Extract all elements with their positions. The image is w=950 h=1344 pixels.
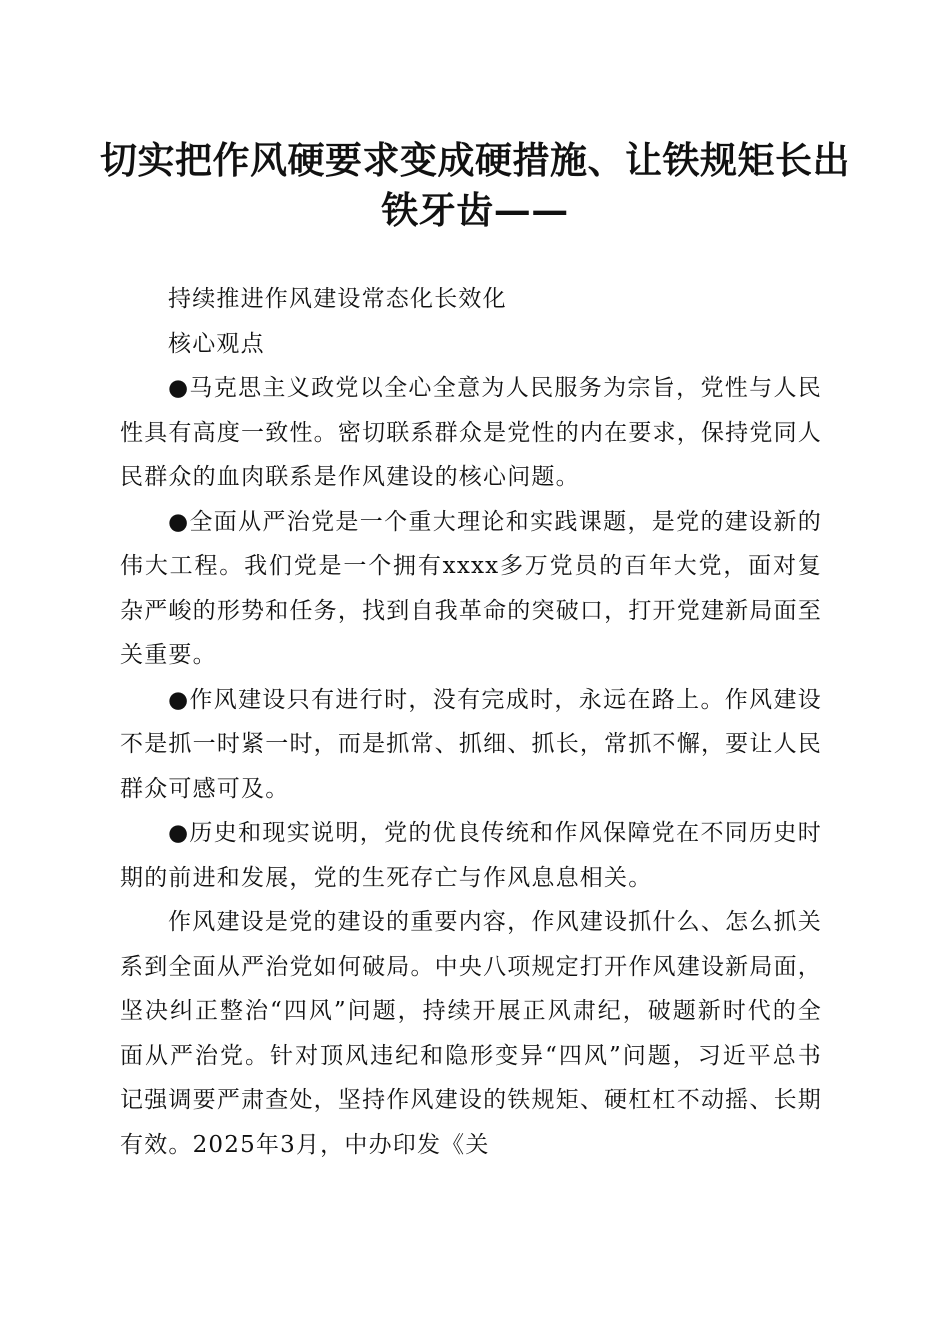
document-body	[120, 277, 822, 1167]
bullet-point: ●全面从严治党是一个重大理论和实践课题，是党的建设新的伟大工程。我们党是一个拥有xxxx多万党员的百年大党，面对复杂严峻的形势和任务，找到自我革命的突破口，打开党建新局面至关重要。	[120, 508, 822, 668]
title-line-2: 铁牙齿——	[381, 188, 569, 232]
body-paragraph: 作风建设是党的建设的重要内容，作风建设抓什么、怎么抓关系到全面从严治党如何破局。中央八项规定打开作风建设新局面，坚决纠正整治“四风”问题，持续开展正风肃纪，破题新时代的全面从严治党。针对顶风违纪和隐形变异“四风”问题，习近平总书记强调要严肃查处，坚持作风建设的铁规矩、硬杠杠不动摇、长期有效。2025年3月，中办印发《关	[120, 909, 822, 1158]
bullet-point: ●马克思主义政党以全心全意为人民服务为宗旨，党性与人民性具有高度一致性。密切联系群众是党性的内在要求，保持党同人民群众的血肉联系是作风建设的核心问题。	[120, 375, 822, 490]
subtitle: 持续推进作风建设常态化长效化	[168, 286, 507, 312]
bullet-point: ●历史和现实说明，党的优良传统和作风保障党在不同历史时期的前进和发展，党的生死存亡与作风息息相关。	[120, 820, 822, 891]
bullet-point: ●作风建设只有进行时，没有完成时，永远在路上。作风建设不是抓一时紧一时，而是抓常、抓细、抓长，常抓不懈，要让人民群众可感可及。	[120, 686, 822, 802]
title-line-1: 切实把作风硬要求变成硬措施、让铁规矩长出	[100, 138, 850, 182]
document-title	[100, 135, 850, 235]
section-heading: 核心观点	[168, 330, 265, 357]
